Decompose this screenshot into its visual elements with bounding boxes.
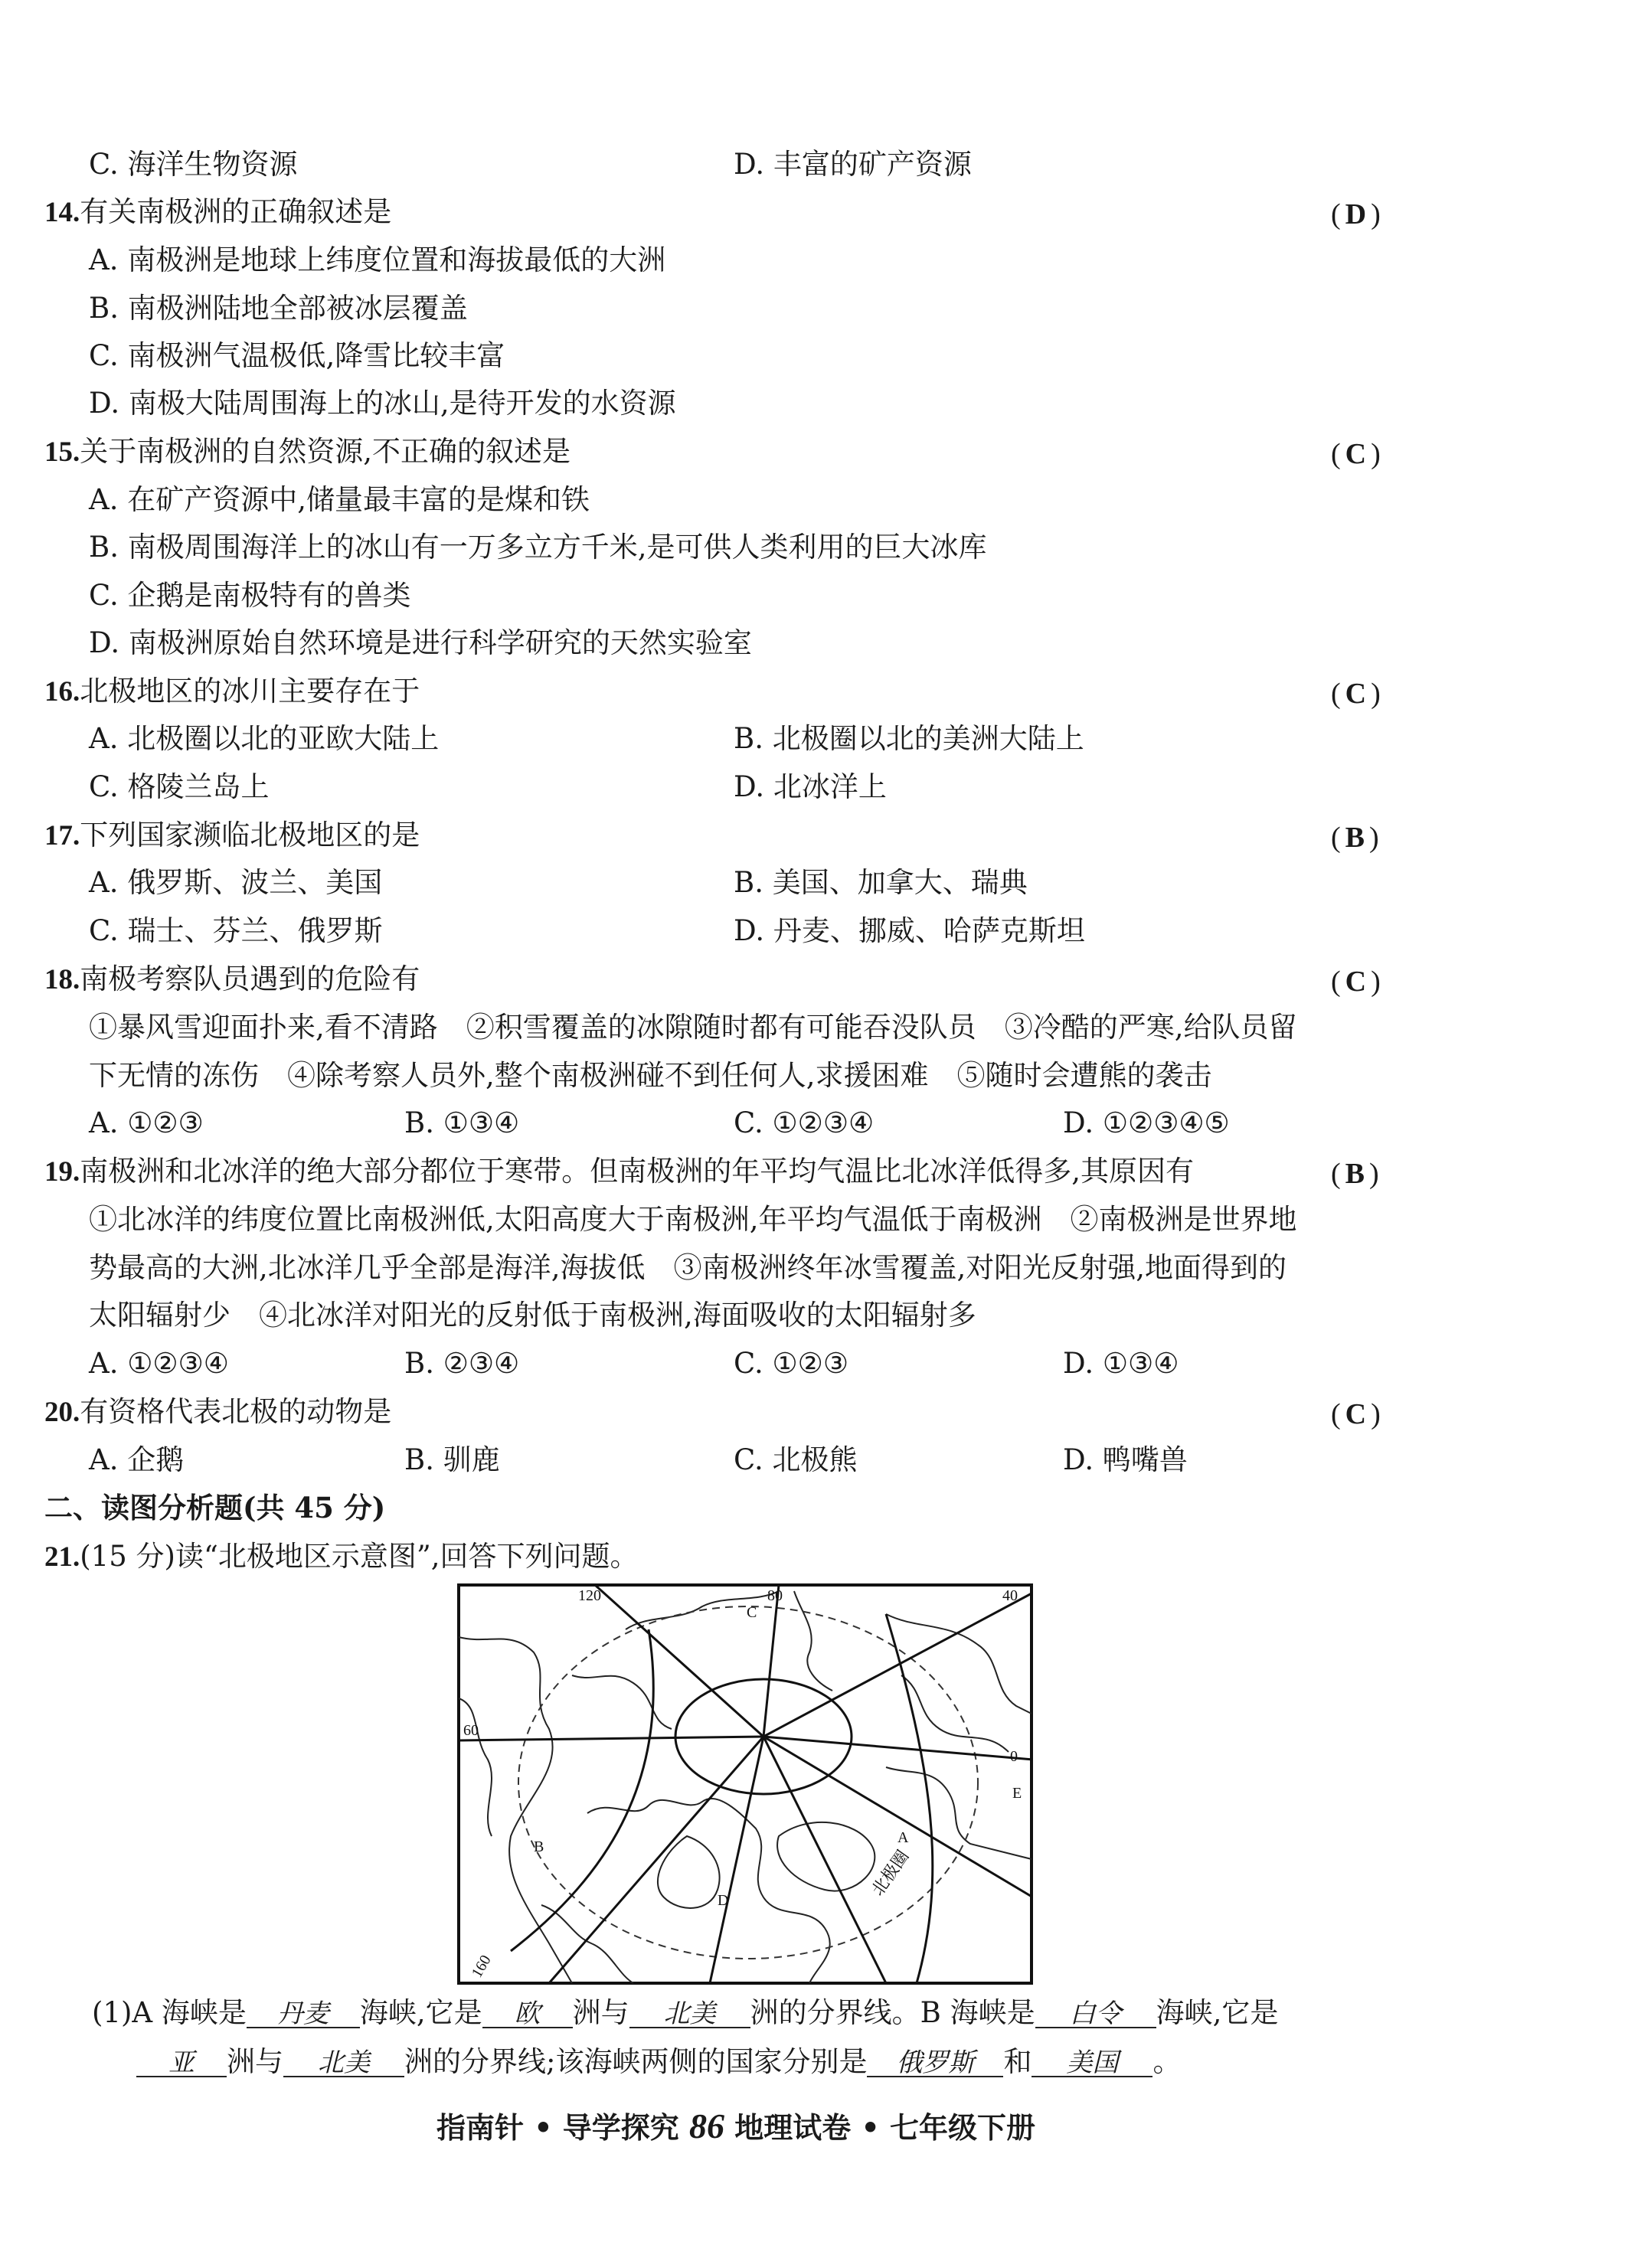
q21-stem-text: (15 分)读“北极地区示意图”,回答下列问题。	[80, 1540, 639, 1573]
q21-sub1-text-5: 海峡,它是	[1156, 1996, 1279, 2029]
q18-option-b: B. ①③④	[404, 1106, 520, 1139]
q20-option-a: A. 企鹅	[89, 1443, 185, 1476]
q20-stem-text: 有资格代表北极的动物是	[80, 1395, 392, 1428]
q17-option-c: C. 瑞士、芬兰、俄罗斯	[89, 914, 383, 947]
label-point-d: D	[718, 1892, 729, 1909]
q19-option-a: A. ①②③④	[89, 1347, 229, 1380]
q14-option-a: A. 南极洲是地球上纬度位置和海拔最低的大洲	[89, 243, 666, 276]
q14-answer-letter: D	[1345, 198, 1372, 230]
q21-blank-a-strait: 丹麦	[247, 2001, 360, 2028]
footer-right: 地理试卷 • 七年级下册	[734, 2110, 1035, 2145]
label-lon-60: 60	[463, 1722, 479, 1739]
q18-answer: (C)	[1331, 966, 1385, 998]
q15-stem	[44, 437, 571, 466]
q19-items-line2: 势最高的大洲,北冰洋几乎全部是海洋,海拔低 ③南极洲终年冰雪覆盖,对阳光反射强,地面得到的	[89, 1251, 1287, 1284]
q17-option-d: D. 丹麦、挪威、哈萨克斯坦	[734, 914, 1085, 947]
q17-stem-text: 下列国家濒临北极地区的是	[80, 819, 420, 851]
section-2-heading: 二、读图分析题(共 45 分)	[44, 1491, 386, 1525]
q13-option-c: C. 海洋生物资源	[89, 148, 298, 181]
q19-option-c: C. ①②③	[734, 1347, 849, 1380]
q19-stem	[44, 1157, 1194, 1186]
q16-option-d: D. 北冰洋上	[734, 770, 887, 803]
label-point-a: A	[897, 1829, 909, 1846]
q21-blank-continent-4: 北美	[283, 2050, 404, 2077]
q14-number: 14.	[44, 197, 80, 228]
q16-stem-text: 北极地区的冰川主要存在于	[80, 675, 420, 708]
q21-blank-country-2: 美国	[1032, 2050, 1152, 2077]
q21-sub1-text-4: 洲的分界线。B 海峡是	[750, 1996, 1035, 2029]
q19-number: 19.	[44, 1156, 80, 1188]
q21-sub1-text-6: 洲与	[227, 2045, 283, 2078]
q16-answer-letter: C	[1345, 678, 1372, 710]
q21-sub1-text-8: 和	[1003, 2045, 1032, 2078]
q15-option-a: A. 在矿产资源中,储量最丰富的是煤和铁	[89, 483, 590, 516]
q18-stem-text: 南极考察队员遇到的危险有	[80, 962, 420, 995]
q21-sub1-line1	[92, 1998, 1278, 2028]
label-lon-40: 40	[1002, 1587, 1018, 1604]
q21-sub1-text-9: 。	[1152, 2045, 1182, 2078]
q16-answer: (C)	[1331, 678, 1385, 710]
q21-blank-continent-3: 亚	[136, 2050, 227, 2077]
page-number: 86	[688, 2106, 724, 2145]
q16-number: 16.	[44, 676, 80, 708]
q15-option-c: C. 企鹅是南极特有的兽类	[89, 579, 411, 612]
q15-answer: (C)	[1331, 438, 1385, 470]
q17-option-b: B. 美国、加拿大、瑞典	[734, 866, 1028, 899]
q21-blank-continent-1: 欧	[482, 2001, 573, 2028]
q19-option-d: D. ①③④	[1063, 1347, 1179, 1380]
q14-stem	[44, 195, 392, 228]
q17-answer: (B)	[1331, 822, 1384, 854]
q21-blank-b-strait: 白令	[1035, 2001, 1156, 2028]
q21-stem	[44, 1542, 639, 1571]
q18-stem	[44, 962, 420, 995]
q21-sub1-text-3: 洲与	[572, 1996, 629, 2029]
q20-answer-letter: C	[1345, 1398, 1372, 1430]
q14-answer: (D)	[1331, 198, 1385, 230]
q20-stem	[44, 1397, 391, 1426]
footer-left: 指南针 • 导学探究	[436, 2110, 679, 2145]
q14-option-d: D. 南极大陆周围海上的冰山,是待开发的水资源	[89, 387, 676, 420]
arctic-region-map	[457, 1583, 1033, 1985]
q15-stem-text: 关于南极洲的自然资源,不正确的叙述是	[80, 435, 571, 468]
q19-items-line3: 太阳辐射少 ④北冰洋对阳光的反射低于南极洲,海面吸收的太阳辐射多	[89, 1299, 976, 1332]
q17-stem	[44, 821, 420, 850]
q14-stem-text: 有关南极洲的正确叙述是	[80, 195, 392, 228]
q19-answer: (B)	[1331, 1158, 1384, 1190]
q17-answer-letter: B	[1345, 822, 1370, 854]
q18-option-d: D. ①②③④⑤	[1063, 1106, 1230, 1139]
q16-stem	[44, 677, 420, 706]
q20-option-d: D. 鸭嘴兽	[1063, 1443, 1188, 1476]
q14-option-c: C. 南极洲气温极低,降雪比较丰富	[89, 339, 505, 372]
q21-sub1-text-7: 洲的分界线;该海峡两侧的国家分别是	[404, 2045, 868, 2078]
q20-answer: (C)	[1331, 1398, 1385, 1430]
q16-option-c: C. 格陵兰岛上	[89, 770, 270, 803]
q20-option-b: B. 驯鹿	[404, 1443, 500, 1476]
q15-option-d: D. 南极洲原始自然环境是进行科学研究的天然实验室	[89, 626, 752, 659]
page-footer	[436, 2104, 1035, 2146]
q20-option-c: C. 北极熊	[734, 1443, 858, 1476]
q16-option-a: A. 北极圈以北的亚欧大陆上	[89, 722, 440, 755]
label-lon-160: 160	[468, 1952, 495, 1981]
q18-option-c: C. ①②③④	[734, 1106, 875, 1139]
label-point-e: E	[1012, 1785, 1022, 1802]
q21-sub1-text-2: 海峡,它是	[359, 1996, 482, 2029]
q17-number: 17.	[44, 820, 80, 851]
q21-sub1-text-1: (1)A 海峡是	[92, 1996, 247, 2029]
q19-items-line1: ①北冰洋的纬度位置比南极洲低,太阳高度大于南极洲,年平均气温低于南极洲 ②南极洲是世界地	[89, 1203, 1297, 1236]
q19-answer-letter: B	[1345, 1158, 1370, 1190]
q21-sub1-line2	[136, 2047, 1181, 2077]
q21-blank-country-1: 俄罗斯	[867, 2050, 1003, 2077]
label-point-b: B	[534, 1838, 544, 1855]
q19-stem-text: 南极洲和北冰洋的绝大部分都位于寒带。但南极洲的年平均气温比北冰洋低得多,其原因有	[80, 1155, 1195, 1188]
label-lon-80: 80	[767, 1587, 783, 1604]
q13-option-d: D. 丰富的矿产资源	[734, 148, 972, 181]
q18-option-a: A. ①②③	[89, 1106, 204, 1139]
q21-number: 21.	[44, 1541, 80, 1573]
q19-option-b: B. ②③④	[404, 1347, 520, 1380]
q20-number: 20.	[44, 1397, 80, 1428]
label-lon-0: 0	[1010, 1748, 1018, 1765]
q18-items-line1: ①暴风雪迎面扑来,看不清路 ②积雪覆盖的冰隙随时都有可能吞没队员 ③冷酷的严寒,给队员留	[89, 1011, 1297, 1044]
label-lon-120: 120	[578, 1587, 601, 1604]
q18-answer-letter: C	[1345, 966, 1372, 998]
q15-option-b: B. 南极周围海洋上的冰山有一万多立方千米,是可供人类利用的巨大冰库	[89, 531, 987, 564]
q17-option-a: A. 俄罗斯、波兰、美国	[89, 866, 383, 899]
q15-answer-letter: C	[1345, 438, 1372, 470]
q21-blank-continent-2: 北美	[629, 2001, 750, 2028]
q15-number: 15.	[44, 436, 80, 468]
label-arctic-circle: 北极圈	[868, 1846, 913, 1900]
q14-option-b: B. 南极洲陆地全部被冰层覆盖	[89, 292, 468, 325]
q18-items-line2: 下无情的冻伤 ④除考察人员外,整个南极洲碰不到任何人,求援困难 ⑤随时会遭熊的袭击	[89, 1059, 1212, 1092]
label-point-c: C	[747, 1604, 757, 1621]
q16-option-b: B. 北极圈以北的美洲大陆上	[734, 722, 1084, 755]
q18-number: 18.	[44, 964, 80, 995]
